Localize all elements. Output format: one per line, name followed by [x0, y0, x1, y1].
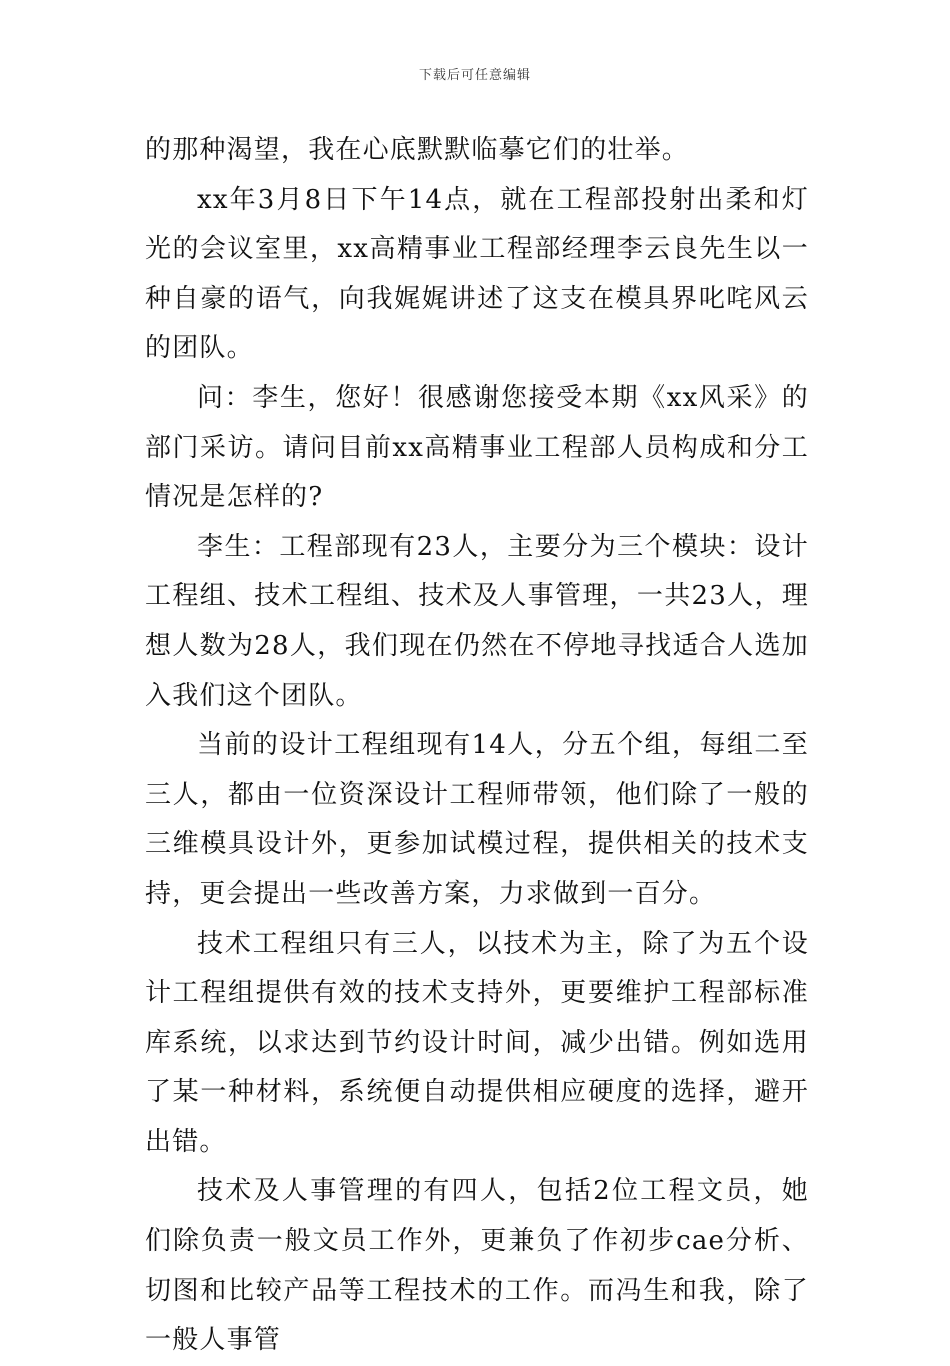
page-header: 下载后可任意编辑	[418, 68, 531, 83]
paragraph: 问：李生，您好！很感谢您接受本期《xx风采》的部门采访。请问目前xx高精事业工程部人员构成和分工情况是怎样的?	[145, 382, 809, 513]
paragraph: 技术工程组只有三人，以技术为主，除了为五个设计工程组提供有效的技术支持外，更要维护工程部标准库系统，以求达到节约设计时间，减少出错。例如选用了某一种材料，系统便自动提供相应硬度的选择，避开出错。	[145, 928, 809, 1157]
paragraph: 技术及人事管理的有四人，包括2位工程文员，她们除负责一般文员工作外，更兼负了作初步cae分析、切图和比较产品等工程技术的工作。而冯生和我，除了一般人事管	[145, 1176, 809, 1356]
paragraph: xx年3月8日下午14点，就在工程部投射出柔和灯光的会议室里，xx高精事业工程部经理李云良先生以一种自豪的语气，向我娓娓讲述了这支在模具界叱咤风云的团队。	[145, 184, 809, 364]
paragraph: 的那种渴望，我在心底默默临摹它们的壮举。	[145, 135, 690, 165]
paragraph: 当前的设计工程组现有14人，分五个组，每组二至三人，都由一位资深设计工程师带领，他们除了一般的三维模具设计外，更参加试模过程，提供相关的技术支持，更会提出一些改善方案，力求做到一百分。	[145, 730, 809, 909]
paragraph: 李生：工程部现有23人，主要分为三个模块：设计工程组、技术工程组、技术及人事管理，一共23人，理想人数为28人，我们现在仍然在不停地寻找适合人选加入我们这个团队。	[145, 531, 809, 711]
document-body	[145, 126, 809, 1366]
